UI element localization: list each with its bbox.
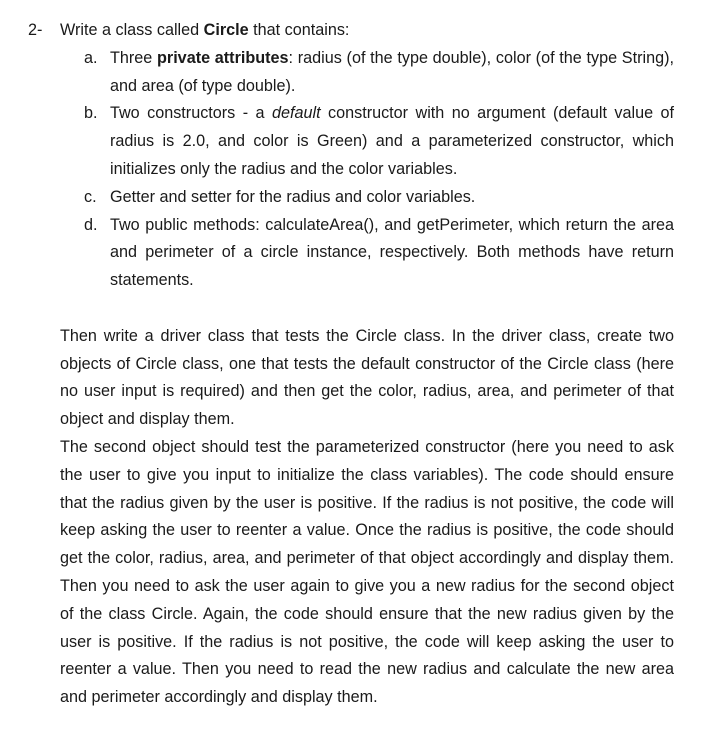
item-label: a. xyxy=(84,48,98,67)
item-text: : radius (of the type double), color (of the type String), and area (of type double). xyxy=(110,48,674,95)
item-label: d. xyxy=(84,215,98,234)
item-text: Getter and setter for the radius and color variables. xyxy=(110,187,476,206)
item-label: b. xyxy=(84,104,98,123)
requirement-item-d xyxy=(0,212,722,295)
item-text: constructor with no argument (default value of radius is 2.0, and color is Green) and a parameterized constructor, which initializes only the radius and the color variables. xyxy=(110,104,675,178)
question-number: 2- xyxy=(28,21,43,39)
item-label: c. xyxy=(84,187,97,206)
item-text: Two public methods: calculateArea(), and getPerimeter, which return the area and perimeter of a circle instance, respectively. Both methods have return statements. xyxy=(110,215,674,290)
requirement-item-a xyxy=(0,45,722,101)
question-heading xyxy=(0,17,722,45)
item-italic-text: default xyxy=(271,104,321,123)
question-intro-prefix: Write a class called xyxy=(60,21,204,39)
requirement-item-b xyxy=(0,100,722,183)
question-intro-suffix: that contains: xyxy=(248,21,350,39)
item-prefix: Three xyxy=(110,48,157,67)
requirements-list xyxy=(0,45,722,295)
item-bold-text: private attributes xyxy=(157,48,289,67)
item-prefix: Two constructors - a xyxy=(110,104,272,123)
driver-paragraph: Then write a driver class that tests the Circle class. In the driver class, create two objects of Circle class, one that tests the default constructor of the Circle class (here no user input is required) and then get the color, radius, area, and perimeter of that object and display them. xyxy=(60,326,674,429)
requirement-item-c xyxy=(0,184,722,212)
second-object-paragraph: The second object should test the parameterized constructor (here you need to ask the user to give you input to initialize the class variables). The code should ensure that the radius given by the user is positive. If the radius is not positive, the code will keep asking the user to reenter a value. Once the radius is positive, the code should get the color, radius, area, and perimeter of that object accordingly and display them. Then you need to ask the user again to give you a new radius for the second object of the class Circle. Again, the code should ensure that the new radius given by the user is positive. If the radius is not positive, the code will keep asking the user to reenter a value. Then you need to read the new radius and calculate the new area and perimeter accordingly and display them. xyxy=(60,437,674,707)
class-name-circle: Circle xyxy=(203,21,249,39)
